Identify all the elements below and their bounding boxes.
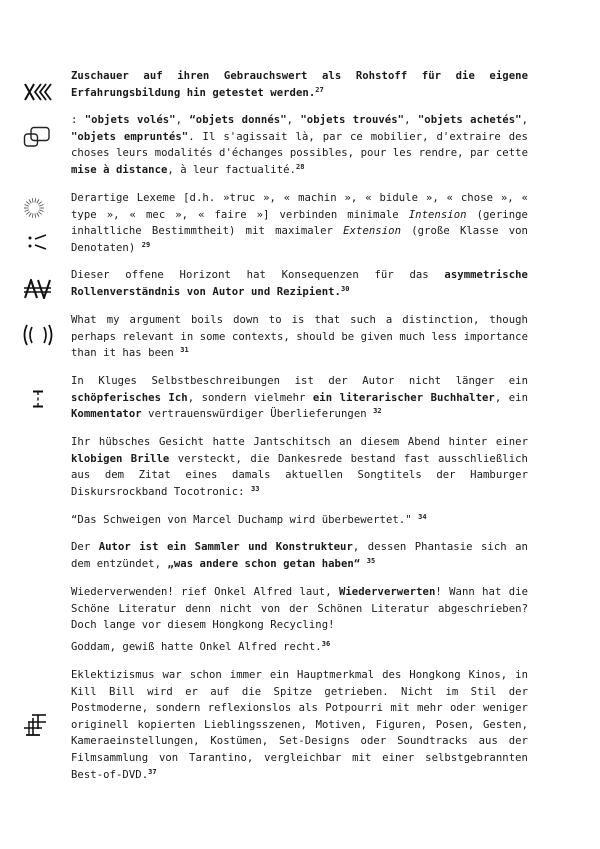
bold-text: „was andere schon getan haben“ bbox=[167, 557, 361, 570]
text-segment: , sondern vielmehr bbox=[187, 391, 313, 404]
text-segment: , dessen Phantasie sich an dem entzündet, bbox=[71, 541, 528, 570]
paragraph-p2 bbox=[71, 112, 528, 178]
italic-text: Intension bbox=[408, 208, 467, 221]
paragraph-p1 bbox=[71, 68, 528, 101]
text-segment: Wiederverwenden! rief Onkel Alfred laut, bbox=[71, 586, 339, 598]
paragraph-p6 bbox=[71, 373, 528, 423]
footnote-ref: 31 bbox=[180, 346, 189, 355]
sunburst-ray bbox=[39, 205, 43, 207]
sunburst-ray bbox=[32, 198, 33, 202]
text-segment: “Das Schweigen von Marcel Duchamp wird überbewertet." bbox=[71, 514, 419, 526]
text-segment: vertrauenswürdiger Überlieferungen bbox=[141, 408, 374, 421]
paragraph-p7 bbox=[71, 434, 528, 500]
parentheses-icon bbox=[22, 324, 54, 346]
sunburst-icon bbox=[23, 197, 45, 219]
sunburst-ray bbox=[35, 198, 36, 202]
text-segment: Derartige Lexeme [d.h. »truc », « machin », « bidule », « chose », « type », « mec », « faire »] verbinden minimale bbox=[71, 192, 528, 221]
text-segment: (große Klasse von Denotaten) bbox=[71, 225, 528, 254]
footnote-ref: 37 bbox=[148, 767, 157, 776]
text-segment: , bbox=[286, 114, 301, 126]
bold-text: schöpferisches Ich bbox=[71, 391, 188, 404]
sunburst-ray bbox=[25, 210, 29, 212]
sunburst-ray bbox=[35, 213, 36, 217]
text-segment: Ihr hübsches Gesicht hatte Jantschitsch an diesem Abend hinter einer bbox=[71, 436, 528, 448]
colon-angle-icon bbox=[28, 233, 48, 251]
paragraph-p10 bbox=[71, 584, 528, 634]
overlapping-squares-icon bbox=[23, 126, 51, 148]
bold-text: "objets achetés" bbox=[417, 114, 522, 126]
bold-text: Kommentator bbox=[71, 408, 142, 421]
footnote-ref: 35 bbox=[366, 556, 376, 565]
sunburst-ray bbox=[39, 210, 43, 212]
footnote-ref: 29 bbox=[141, 240, 151, 249]
paragraph-p3 bbox=[71, 190, 528, 256]
text-segment: ! Wann hat die Schöne Literatur denn nicht von der Schönen Literatur abgeschrieben? Doch lange vor diesem Hongkong Recycling! bbox=[71, 586, 529, 632]
triple-chevron-icon bbox=[24, 83, 52, 101]
bold-text: "objets empruntés" bbox=[71, 130, 189, 143]
sunburst-ray bbox=[25, 205, 29, 207]
text-segment: : bbox=[71, 114, 85, 126]
paragraph-p8 bbox=[71, 512, 528, 529]
bold-text: Wiederverwerten bbox=[338, 586, 436, 598]
bold-text: Zuschauer auf ihren Gebrauchswert als Rohstoff für die eigene Erfahrungsbildung hin getestet werden. bbox=[71, 70, 528, 99]
text-segment: Dieser offene Horizont hat Konsequenzen für das bbox=[71, 269, 445, 281]
sunburst-ray bbox=[29, 199, 31, 203]
footnote-ref: 34 bbox=[418, 513, 427, 521]
sunburst-ray bbox=[37, 213, 39, 217]
footnote-ref: 36 bbox=[321, 640, 331, 648]
bold-text: “objets donnés" bbox=[189, 114, 287, 126]
i-beam-icon bbox=[32, 390, 44, 408]
italic-text: Extension bbox=[343, 225, 402, 238]
text-segment: . Il s'agissait là, par ce mobilier, d'extraire des choses leurs modalités d'échanges possibles, pour les rendre, par cette bbox=[71, 130, 528, 160]
bold-text: "objets volés" bbox=[84, 114, 176, 126]
footnote-ref: 33 bbox=[250, 484, 260, 493]
footnote-ref: 27 bbox=[315, 85, 324, 94]
bold-text: Autor ist ein Sammler und Konstrukteur bbox=[98, 541, 353, 553]
text-segment: , bbox=[404, 114, 418, 126]
text-segment: , bbox=[521, 114, 529, 126]
text-segment: Goddam, gewiß hatte Onkel Alfred recht. bbox=[71, 641, 322, 653]
text-segment: Der bbox=[71, 541, 99, 553]
text-segment: , ein bbox=[494, 391, 529, 404]
text-segment: (geringe inhaltliche Bestimmtheit) mit maximaler bbox=[71, 208, 528, 238]
bold-text: klobigen Brille bbox=[71, 452, 170, 465]
paragraph-p12 bbox=[71, 667, 528, 783]
paragraph-p4 bbox=[71, 267, 528, 300]
sunburst-ray bbox=[26, 212, 29, 215]
paragraph-p9 bbox=[71, 539, 528, 572]
sunburst-ray bbox=[26, 202, 29, 205]
paragraph-p11 bbox=[71, 639, 528, 656]
bold-text: asymmetrische Rollenverständnis von Autor und Rezipient. bbox=[71, 269, 528, 298]
text-segment: In Kluges Selbstbeschreibungen ist der Autor nicht länger ein bbox=[71, 375, 528, 387]
bold-text: ein literarischer Buchhalter bbox=[312, 391, 495, 404]
text-segment: What my argument boils down to is that such a distinction, though perhaps relevant in some contexts, should be given much less importance than it has been bbox=[71, 314, 528, 360]
text-segment: Eklektizismus war schon immer ein Hauptmerkmal des Hongkong Kinos, in Kill Bill wird er auf die Spitze getrieben. Nicht im Stil der Postmoderne, sondern reflexionslos als Potpourri mit mehr oder weniger originell kopierten Lieblingsszenen, Motiven, Figuren, Posen, Gesten, Kameraeinstellungen, Kostümen, Set-Designs oder Soundtracks aus der Filmsammlung von Tarantino, vergleichbar mit einer selbstgebrannten Best-of-DVD. bbox=[71, 669, 528, 781]
bold-text: mise à distance bbox=[71, 163, 168, 176]
sunburst-ray bbox=[38, 212, 41, 215]
footnote-ref: 32 bbox=[373, 407, 382, 416]
sunburst-ray bbox=[32, 213, 33, 217]
footnote-ref: 30 bbox=[340, 284, 350, 293]
text-segment: , à leur factualité. bbox=[167, 163, 296, 176]
bold-text: "objets trouvés" bbox=[300, 114, 405, 126]
sunburst-ray bbox=[38, 202, 41, 205]
stacked-crosses-icon bbox=[22, 713, 48, 737]
text-segment: versteckt, die Dankesrede bestand fast ausschließlich aus dem Zitat eines damals aktuellen Songtitels der Hamburger Diskursrockband Tocotronic: bbox=[71, 452, 528, 498]
sunburst-ray bbox=[37, 199, 39, 203]
footnote-ref: 28 bbox=[295, 162, 305, 171]
struck-av-icon bbox=[24, 279, 52, 299]
text-segment: , bbox=[175, 114, 190, 126]
paragraph-p5 bbox=[71, 312, 528, 362]
sunburst-ray bbox=[29, 213, 31, 217]
